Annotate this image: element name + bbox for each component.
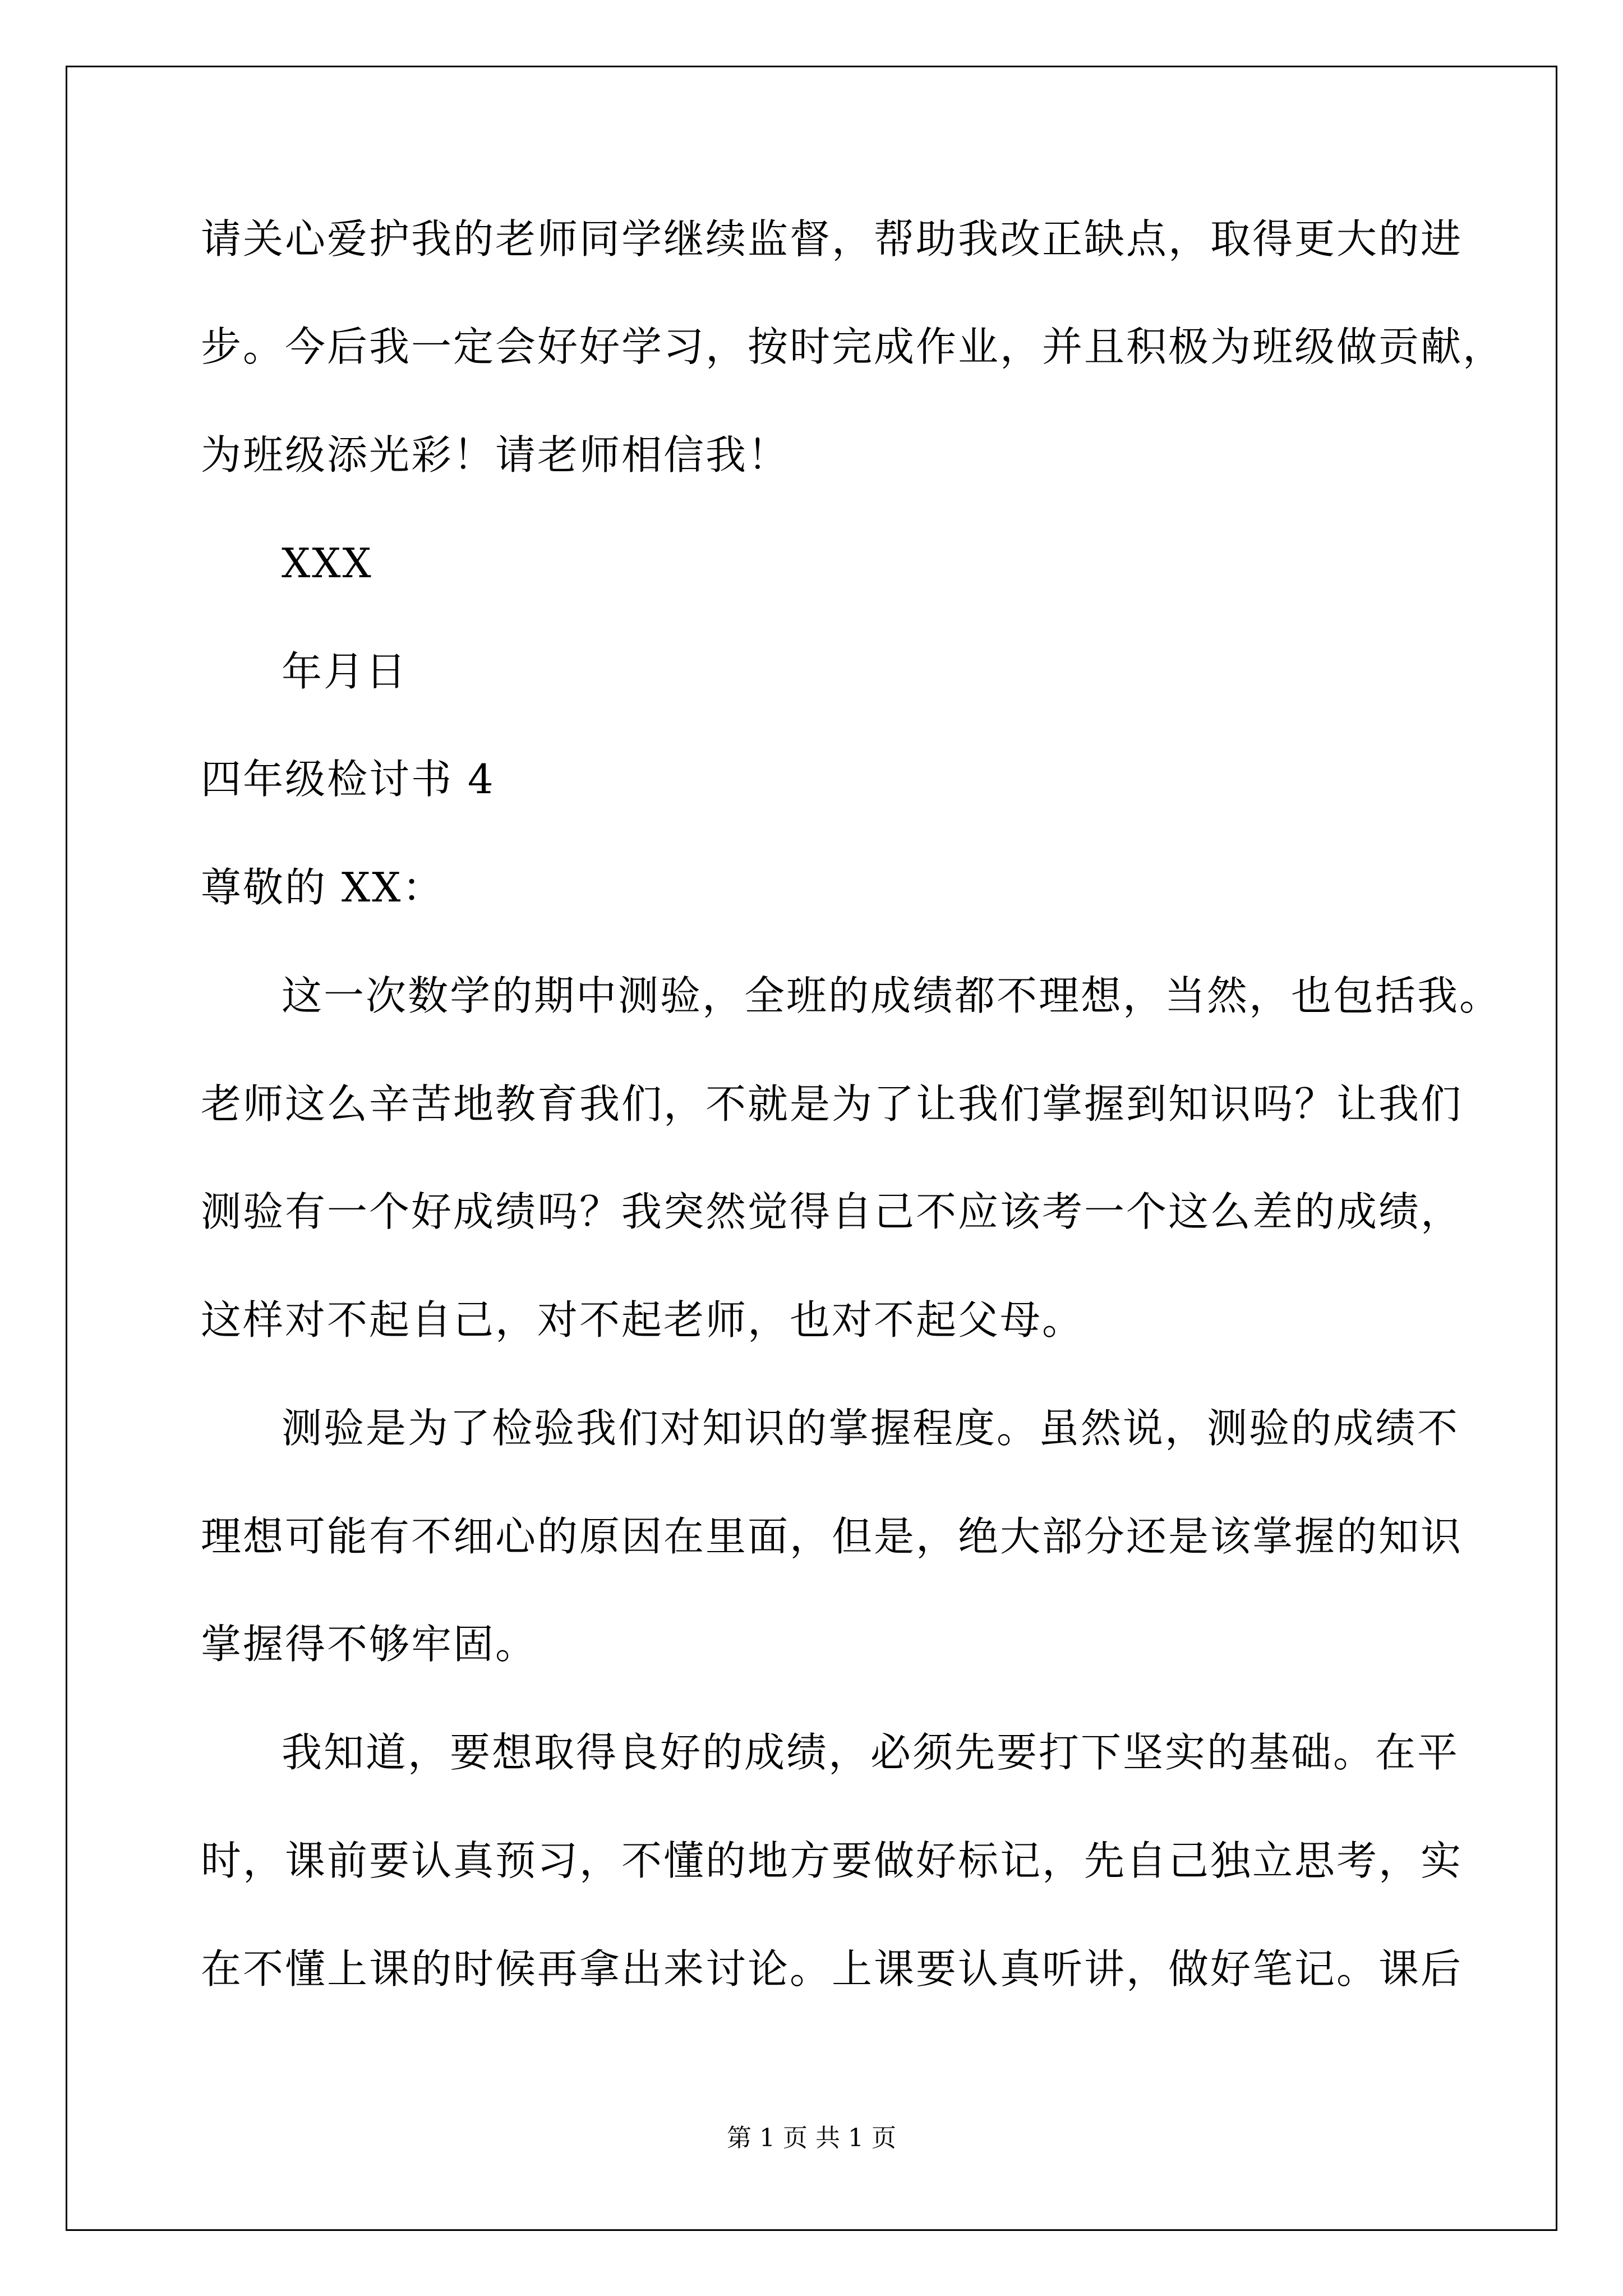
body-line: 老师这么辛苦地教育我们，不就是为了让我们掌握到知识吗？让我们 — [201, 1080, 1463, 1128]
salutation: 尊敬的 XX： — [201, 864, 445, 911]
body-line: 掌握得不够牢固。 — [201, 1621, 538, 1668]
page-border — [66, 66, 1557, 2231]
body-line: 理想可能有不细心的原因在里面，但是，绝大部分还是该掌握的知识 — [201, 1513, 1463, 1560]
body-line: 测验有一个好成绩吗？我突然觉得自己不应该考一个这么差的成绩， — [201, 1188, 1463, 1235]
signature-name: XXX — [282, 540, 373, 587]
body-line: 请关心爱护我的老师同学继续监督，帮助我改正缺点，取得更大的进 — [201, 215, 1463, 263]
body-line: 测验是为了检验我们对知识的掌握程度。虽然说，测验的成绩不 — [282, 1405, 1460, 1452]
body-line: 这一次数学的期中测验，全班的成绩都不理想，当然，也包括我。 — [282, 972, 1502, 1019]
body-line: 我知道，要想取得良好的成绩，必须先要打下坚实的基础。在平 — [282, 1729, 1460, 1776]
body-line: 步。今后我一定会好好学习，按时完成作业，并且积极为班级做贡献， — [201, 323, 1505, 370]
signature-date: 年月日 — [282, 648, 408, 695]
section-title: 四年级检讨书 4 — [201, 756, 495, 803]
body-line: 在不懂上课的时候再拿出来讨论。上课要认真听讲，做好笔记。课后 — [201, 1945, 1463, 1993]
page-footer: 第 1 页 共 1 页 — [727, 2124, 896, 2152]
body-line: 这样对不起自己，对不起老师，也对不起父母。 — [201, 1296, 1085, 1343]
body-line: 时，课前要认真预习，不懂的地方要做好标记，先自己独立思考，实 — [201, 1837, 1463, 1884]
body-line: 为班级添光彩！请老师相信我！ — [201, 431, 790, 478]
